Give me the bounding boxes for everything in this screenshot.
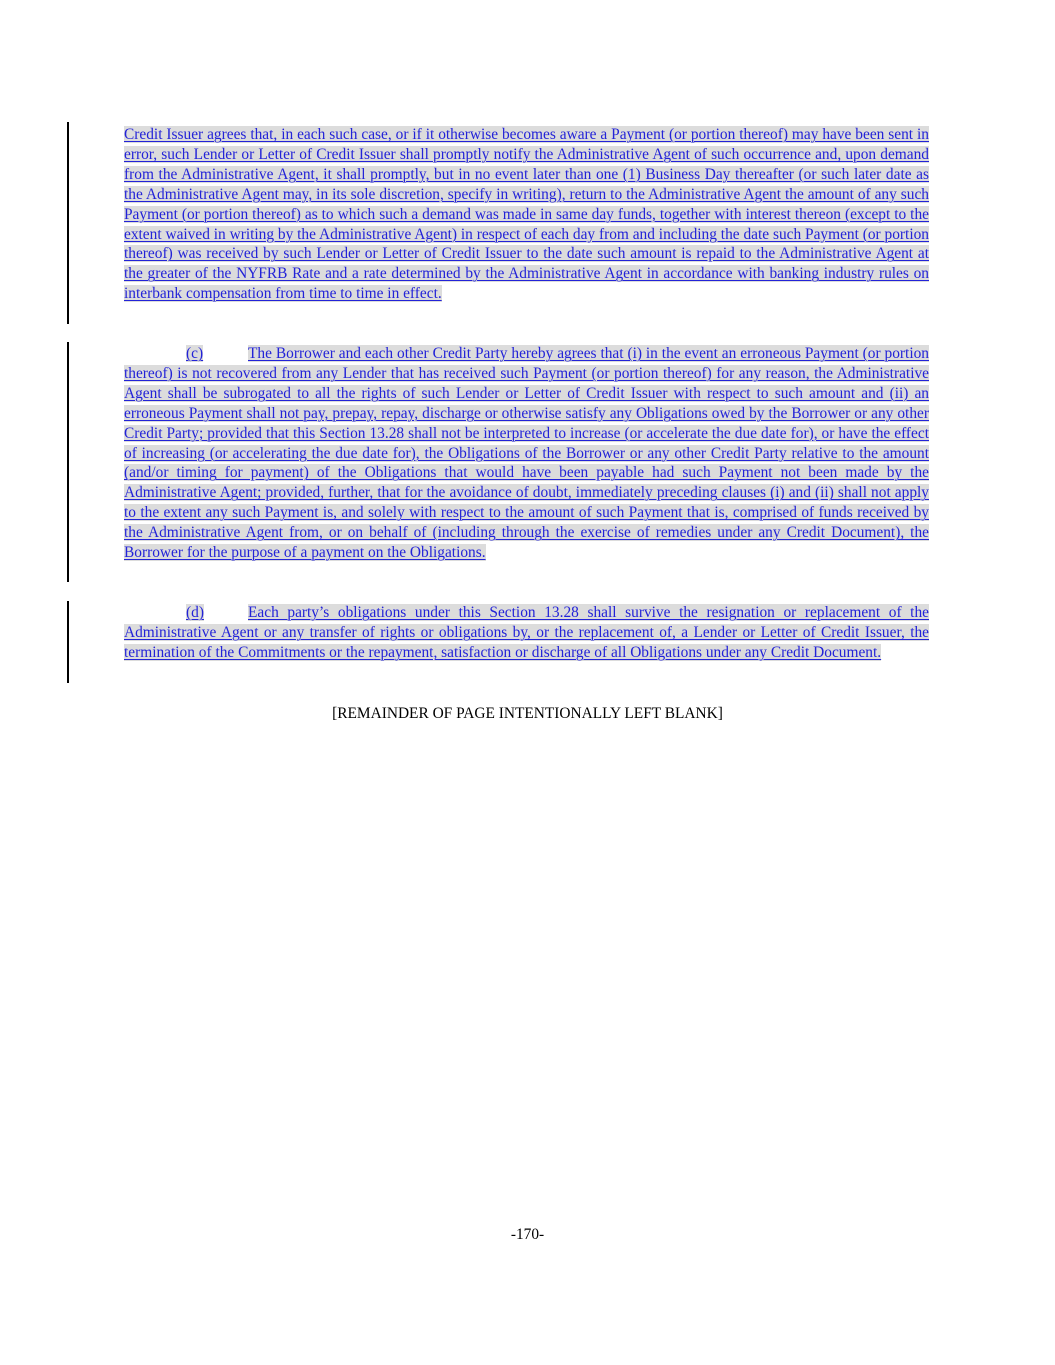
paragraph-text: The Borrower and each other Credit Party hereby agrees that (i) in the event an erroneous Payment (or portion thereof) is not recovered from any Lender that has received such Payment (or portion thereof) for any reason, the Administrative Agent shall be subrogated to all the rights of such Lender or Letter of Credit Issuer with respect to such amount and (ii) an erroneous Payment shall not pay, prepay, repay, discharge or otherwise satisfy any Obligations owed by the Borrower or any other Credit Party; provided that this Section 13.28 shall not be interpreted to increase (or accelerate the due date for), or have the effect of increasing (or accelerating the due date for), the Obligations of the Borrower or any other Credit Party relative to the amount (and/or timing for payment) of the Obligations that would have been payable had such Payment not been made by the Administrative Agent; provided, further, that for the avoidance of doubt, immediately preceding clauses (i) and (ii) shall not apply to the extent any such Payment is, and solely with respect to the amount of such Payment that is, comprised of funds received by the Administrative Agent from, or on behalf of (including through the exercise of remedies under any Credit Document), the Borrower for the purpose of a payment on the Obligations.	[124, 345, 929, 562]
paragraph-c	[124, 344, 929, 563]
paragraph-d	[124, 603, 929, 663]
paragraph-continuation	[124, 125, 929, 304]
change-bar	[67, 122, 69, 324]
change-bar	[67, 601, 69, 683]
paragraph-text: Each party’s obligations under this Section 13.28 shall survive the resignation or replacement of the Administrative Agent or any transfer of rights or obligations by, or the replacement of, a Lender or Letter of Credit Issuer, the termination of the Commitments or the repayment, satisfaction or discharge of all Obligations under any Credit Document.	[124, 604, 929, 661]
page-number: -170-	[510, 1226, 545, 1243]
paragraph-text: Credit Issuer agrees that, in each such case, or if it otherwise becomes aware a Payment (or portion thereof) may have been sent in error, such Lender or Letter of Credit Issuer shall promptly notify the Administrative Agent of such occurrence and, upon demand from the Administrative Agent, it shall promptly, but in no event later than one (1) Business Day thereafter (or such later date as the Administrative Agent may, in its sole discretion, specify in writing), return to the Administrative Agent the amount of any such Payment (or portion thereof) as to which such a demand was made in same day funds, together with interest thereon (except to the extent waived in writing by the Administrative Agent) in respect of each day from and including the date such Payment (or portion thereof) was received by such Lender or Letter of Credit Issuer to the date such amount is repaid to the Administrative Agent at the greater of the NYFRB Rate and a rate determined by the Administrative Agent in accordance with banking industry rules on interbank compensation from time to time in effect.	[124, 126, 929, 303]
blank-page-notice: [REMAINDER OF PAGE INTENTIONALLY LEFT BLANK]	[332, 705, 723, 722]
paragraph-marker: (c)	[186, 345, 204, 362]
change-bar	[67, 342, 69, 582]
paragraph-marker: (d)	[186, 604, 204, 621]
